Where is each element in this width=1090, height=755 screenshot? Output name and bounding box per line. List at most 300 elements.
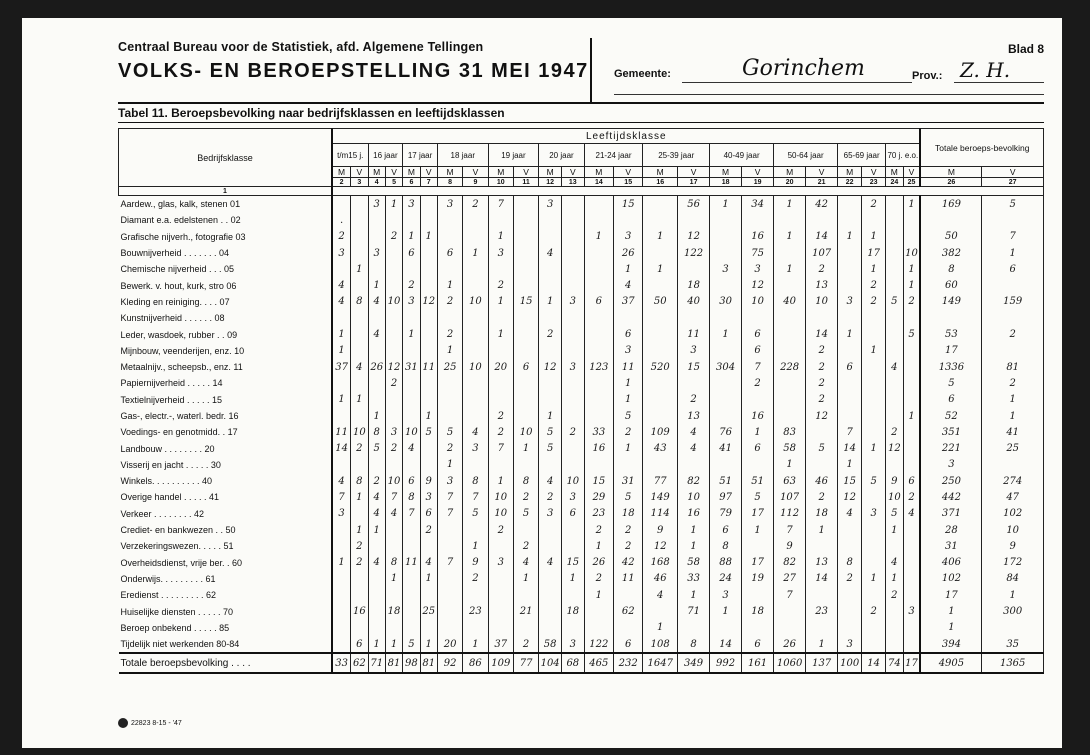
cell-value (862, 424, 886, 440)
cell-value (561, 392, 584, 408)
cell-value: 2 (742, 375, 774, 391)
cell-value: 2 (351, 440, 368, 456)
table-row (119, 440, 1044, 456)
cell-value: 10 (488, 506, 513, 522)
cell-value (513, 620, 538, 636)
row-label: Metaalnijv., scheepsb., enz. 11 (119, 359, 333, 375)
cell-value (710, 343, 742, 359)
cell-value: 14 (806, 326, 838, 342)
cell-value: 2 (806, 392, 838, 408)
cell-value: 6 (561, 506, 584, 522)
cell-value: 2 (420, 522, 437, 538)
cell-value: 149 (920, 294, 981, 310)
header-female: V (742, 167, 774, 178)
cell-value (561, 538, 584, 554)
cell-value (903, 620, 920, 636)
cell-value (643, 277, 678, 293)
cell-value: 1 (539, 294, 562, 310)
total-value: 71 (368, 653, 385, 673)
cell-value (539, 212, 562, 228)
header-age-group: 16 jaar (368, 144, 403, 167)
cell-value: 58 (539, 636, 562, 653)
table-row (119, 636, 1044, 653)
table-row (119, 229, 1044, 245)
cell-value (862, 457, 886, 473)
cell-value (584, 603, 613, 619)
cell-value: 3 (437, 196, 462, 213)
cell-value (385, 277, 402, 293)
total-value: 14 (862, 653, 886, 673)
cell-value: 2 (838, 571, 862, 587)
cell-value: 7 (437, 506, 462, 522)
total-value: 33 (332, 653, 351, 673)
cell-value: 8 (385, 555, 402, 571)
cell-value (561, 196, 584, 213)
cell-value (368, 375, 385, 391)
header-age-group: 65-69 jaar (838, 144, 886, 167)
cell-value: 17 (920, 587, 981, 603)
cell-value (774, 326, 806, 342)
cell-value: 46 (643, 571, 678, 587)
cell-value (539, 587, 562, 603)
header-age-group: 19 jaar (488, 144, 539, 167)
column-number: 20 (774, 178, 806, 187)
total-value: 81 (420, 653, 437, 673)
cell-value (774, 620, 806, 636)
cell-value (437, 538, 462, 554)
cell-value (838, 522, 862, 538)
cell-value: 8 (920, 261, 981, 277)
cell-value: 2 (368, 473, 385, 489)
header-male: M (437, 167, 462, 178)
cell-value (539, 261, 562, 277)
row-label: Eredienst . . . . . . . . . 62 (119, 587, 333, 603)
cell-value: 1 (368, 408, 385, 424)
cell-value (710, 212, 742, 228)
cell-value: 14 (710, 636, 742, 653)
cell-value: 1 (774, 196, 806, 213)
cell-value (742, 587, 774, 603)
header-female: V (614, 167, 643, 178)
cell-value (678, 375, 710, 391)
cell-value: 12 (643, 538, 678, 554)
cell-value: 31 (614, 473, 643, 489)
cell-value: 1 (385, 571, 402, 587)
header-male: M (332, 167, 351, 178)
cell-value: 2 (437, 294, 462, 310)
cell-value (886, 261, 903, 277)
cell-value (368, 457, 385, 473)
cell-value: 5 (862, 473, 886, 489)
header-totale-beroepsbevolking: Totale beroeps-bevolking (920, 129, 1043, 167)
cell-value: 3 (368, 245, 385, 261)
cell-value: 228 (774, 359, 806, 375)
cell-value: 1 (513, 440, 538, 456)
table-row (119, 392, 1044, 408)
form-title: VOLKS- EN BEROEPSTELLING 31 MEI 1947 (118, 60, 589, 82)
cell-value: 10 (513, 424, 538, 440)
cell-value: 1 (488, 229, 513, 245)
cell-value: 27 (774, 571, 806, 587)
total-value: 992 (710, 653, 742, 673)
cell-value: 3 (561, 636, 584, 653)
cell-value: 4 (385, 506, 402, 522)
cell-value: 3 (838, 294, 862, 310)
cell-value: 2 (488, 277, 513, 293)
cell-value: 3 (920, 457, 981, 473)
cell-value (539, 571, 562, 587)
cell-value (774, 310, 806, 326)
cell-value (903, 375, 920, 391)
cell-value: 2 (437, 440, 462, 456)
cell-value: 3 (838, 636, 862, 653)
cell-value: 7 (463, 489, 488, 505)
total-value: 98 (403, 653, 420, 673)
cell-value (513, 392, 538, 408)
cell-value: 6 (742, 440, 774, 456)
cell-value (614, 212, 643, 228)
cell-value (513, 408, 538, 424)
cell-value (332, 522, 351, 538)
total-value: 137 (806, 653, 838, 673)
total-value: 74 (886, 653, 903, 673)
cell-value (903, 229, 920, 245)
cell-value (920, 212, 981, 228)
header-male: M (886, 167, 903, 178)
cell-value: 4 (332, 294, 351, 310)
cell-value: 10 (351, 424, 368, 440)
cell-value: 3 (488, 245, 513, 261)
cell-value: 1 (420, 636, 437, 653)
cell-value: 2 (463, 571, 488, 587)
cell-value: 304 (710, 359, 742, 375)
cell-value (742, 392, 774, 408)
header-female: V (862, 167, 886, 178)
cell-value: 2 (463, 196, 488, 213)
cell-value (838, 212, 862, 228)
total-value: 62 (351, 653, 368, 673)
cell-value: 5 (403, 636, 420, 653)
cell-value: 1 (678, 522, 710, 538)
cell-value (678, 620, 710, 636)
cell-value: 4 (643, 587, 678, 603)
cell-value (332, 636, 351, 653)
cell-value: 60 (920, 277, 981, 293)
cell-value (385, 392, 402, 408)
cell-value (614, 587, 643, 603)
header-female: V (420, 167, 437, 178)
cell-value (420, 196, 437, 213)
cell-value: 25 (982, 440, 1044, 456)
cell-value (903, 522, 920, 538)
cell-value: 11 (420, 359, 437, 375)
cell-value (678, 212, 710, 228)
column-number: 21 (806, 178, 838, 187)
total-value: 465 (584, 653, 613, 673)
cell-value: 1 (561, 571, 584, 587)
cell-value: 7 (437, 489, 462, 505)
cell-value (584, 212, 613, 228)
cell-value: 50 (643, 294, 678, 310)
cell-value (332, 620, 351, 636)
cell-value: 250 (920, 473, 981, 489)
cell-value (368, 587, 385, 603)
cell-value (403, 310, 420, 326)
header-male: M (403, 167, 420, 178)
cell-value (774, 212, 806, 228)
cell-value: 2 (561, 424, 584, 440)
cell-value: 26 (368, 359, 385, 375)
cell-value (351, 229, 368, 245)
cell-value: 8 (403, 489, 420, 505)
cell-value: 2 (488, 522, 513, 538)
cell-value: 1 (385, 196, 402, 213)
gemeente-value: Gorinchem (742, 56, 865, 81)
cell-value: 1 (774, 261, 806, 277)
cell-value (420, 538, 437, 554)
cell-value (351, 506, 368, 522)
cell-value (561, 408, 584, 424)
cell-value (385, 538, 402, 554)
cell-value: 1 (351, 522, 368, 538)
cell-value (488, 538, 513, 554)
cell-value: 1 (437, 343, 462, 359)
cell-value: 10 (561, 473, 584, 489)
header-female: V (903, 167, 920, 178)
cell-value (332, 571, 351, 587)
total-value: 232 (614, 653, 643, 673)
cell-value: 13 (678, 408, 710, 424)
cell-value: 1 (614, 375, 643, 391)
header-age-group: 40-49 jaar (710, 144, 774, 167)
cell-value (513, 522, 538, 538)
cell-value: 8 (351, 294, 368, 310)
cell-value (463, 375, 488, 391)
cell-value (903, 392, 920, 408)
cell-value: 122 (584, 636, 613, 653)
cell-value: 1 (742, 424, 774, 440)
cell-value (584, 457, 613, 473)
cell-value: 7 (403, 506, 420, 522)
cell-value: 1 (903, 408, 920, 424)
column-number: 2 (332, 178, 351, 187)
cell-value (643, 310, 678, 326)
cell-value: 102 (982, 506, 1044, 522)
cell-value (385, 310, 402, 326)
row-label: Crediet- en bankwezen . . 50 (119, 522, 333, 538)
cell-value (351, 245, 368, 261)
cell-value: 2 (584, 522, 613, 538)
cell-value: 1 (710, 196, 742, 213)
cell-value: 6 (614, 326, 643, 342)
cell-value (774, 277, 806, 293)
cell-value: 382 (920, 245, 981, 261)
cell-value: 1 (903, 277, 920, 293)
cell-value (614, 310, 643, 326)
cell-value (403, 587, 420, 603)
cell-value (351, 196, 368, 213)
agency-name: Centraal Bureau voor de Statistiek, afd. Algemene Tellingen (118, 40, 484, 54)
cell-value (838, 587, 862, 603)
cell-value (920, 310, 981, 326)
row-label: Visserij en jacht . . . . . 30 (119, 457, 333, 473)
cell-value: 1 (539, 408, 562, 424)
cell-value (403, 375, 420, 391)
cell-value: 3 (332, 506, 351, 522)
cell-value: 1 (614, 440, 643, 456)
cell-value: 4 (420, 555, 437, 571)
census-form-sheet (22, 18, 1062, 748)
cell-value: 2 (886, 587, 903, 603)
header-age-group: 25-39 jaar (643, 144, 710, 167)
cell-value (420, 261, 437, 277)
table-row (119, 261, 1044, 277)
cell-value: 26 (584, 555, 613, 571)
cell-value: 15 (838, 473, 862, 489)
table-title-rule (118, 122, 1044, 123)
cell-value: 14 (332, 440, 351, 456)
cell-value: 4 (368, 294, 385, 310)
cell-value: 12 (385, 359, 402, 375)
cell-value (710, 392, 742, 408)
cell-value (385, 522, 402, 538)
cell-value (351, 587, 368, 603)
table-row (119, 343, 1044, 359)
header-bedrijfsklasse: Bedrijfsklasse (119, 129, 333, 187)
cell-value: 1 (488, 473, 513, 489)
cell-value: 2 (862, 277, 886, 293)
cell-value: 2 (513, 538, 538, 554)
cell-value: 24 (710, 571, 742, 587)
cell-value: 1 (862, 571, 886, 587)
table-row (119, 555, 1044, 571)
header-male: M (539, 167, 562, 178)
cell-value: 2 (806, 489, 838, 505)
totals-label: Totale beroepsbevolking . . . . (119, 653, 333, 673)
cell-value (351, 571, 368, 587)
cell-value: 4 (332, 473, 351, 489)
cell-value (643, 245, 678, 261)
cell-value (643, 212, 678, 228)
cell-value (742, 310, 774, 326)
header-age-group: 18 jaar (437, 144, 488, 167)
row-label: Mijnbouw, veenderijen, enz. 10 (119, 343, 333, 359)
cell-value: 6 (351, 636, 368, 653)
cell-value (886, 603, 903, 619)
column-number: 8 (437, 178, 462, 187)
cell-value: 2 (982, 326, 1044, 342)
cell-value: 3 (403, 196, 420, 213)
cell-value (774, 245, 806, 261)
cell-value (463, 457, 488, 473)
cell-value (488, 620, 513, 636)
cell-value (463, 408, 488, 424)
cell-value: 107 (774, 489, 806, 505)
cell-value: 10 (463, 294, 488, 310)
cell-value (584, 310, 613, 326)
cell-value: 1 (584, 229, 613, 245)
cell-value (561, 229, 584, 245)
cell-value: 7 (838, 424, 862, 440)
cell-value (539, 457, 562, 473)
cell-value: 10 (742, 294, 774, 310)
cell-value: 1 (838, 229, 862, 245)
cell-value (838, 310, 862, 326)
cell-value: 52 (920, 408, 981, 424)
cell-value: 2 (806, 359, 838, 375)
header-divider (590, 38, 592, 102)
cell-value: 18 (385, 603, 402, 619)
cell-value: 2 (862, 294, 886, 310)
cell-value: 5 (886, 294, 903, 310)
cell-value: 5 (806, 440, 838, 456)
cell-value: 16 (742, 408, 774, 424)
cell-value: 11 (403, 555, 420, 571)
cell-value: 6 (710, 522, 742, 538)
cell-value (488, 212, 513, 228)
cell-value: 3 (539, 506, 562, 522)
cell-value (463, 392, 488, 408)
cell-value: 21 (513, 603, 538, 619)
row-label: Kleding en reiniging. . . . 07 (119, 294, 333, 310)
cell-value (437, 620, 462, 636)
row-label: Grafische nijverh., fotografie 03 (119, 229, 333, 245)
cell-value (806, 424, 838, 440)
row-label: Landbouw . . . . . . . . 20 (119, 440, 333, 456)
cell-value (862, 359, 886, 375)
data-table (118, 128, 1044, 674)
cell-value: 1 (332, 343, 351, 359)
cell-value: 4 (886, 555, 903, 571)
cell-value (710, 620, 742, 636)
cell-value (774, 392, 806, 408)
cell-value (838, 277, 862, 293)
column-number: 12 (539, 178, 562, 187)
cell-value: 71 (678, 603, 710, 619)
cell-value: 18 (742, 603, 774, 619)
printer-logo-icon (118, 718, 128, 728)
cell-value: 1 (614, 392, 643, 408)
table-row (119, 294, 1044, 310)
cell-value: 7 (488, 440, 513, 456)
cell-value (368, 620, 385, 636)
cell-value (886, 277, 903, 293)
cell-value (643, 408, 678, 424)
row-label: Beroep onbekend . . . . . 85 (119, 620, 333, 636)
cell-value: 83 (774, 424, 806, 440)
cell-value: 10 (678, 489, 710, 505)
cell-value (903, 424, 920, 440)
cell-value: 25 (437, 359, 462, 375)
cell-value: 7 (332, 489, 351, 505)
cell-value: 2 (806, 375, 838, 391)
cell-value: 2 (488, 424, 513, 440)
cell-value: 2 (332, 229, 351, 245)
header-age-group: 70 j. e.o. (886, 144, 921, 167)
cell-value: 58 (678, 555, 710, 571)
cell-value (774, 343, 806, 359)
cell-value (403, 522, 420, 538)
cell-value: 6 (420, 506, 437, 522)
cell-value: 50 (920, 229, 981, 245)
cell-value (886, 457, 903, 473)
header-age-group: t/m15 j. (332, 144, 368, 167)
cell-value: 2 (385, 229, 402, 245)
cell-value (982, 457, 1044, 473)
cell-value: 2 (513, 489, 538, 505)
cell-value: 221 (920, 440, 981, 456)
cell-value (539, 310, 562, 326)
